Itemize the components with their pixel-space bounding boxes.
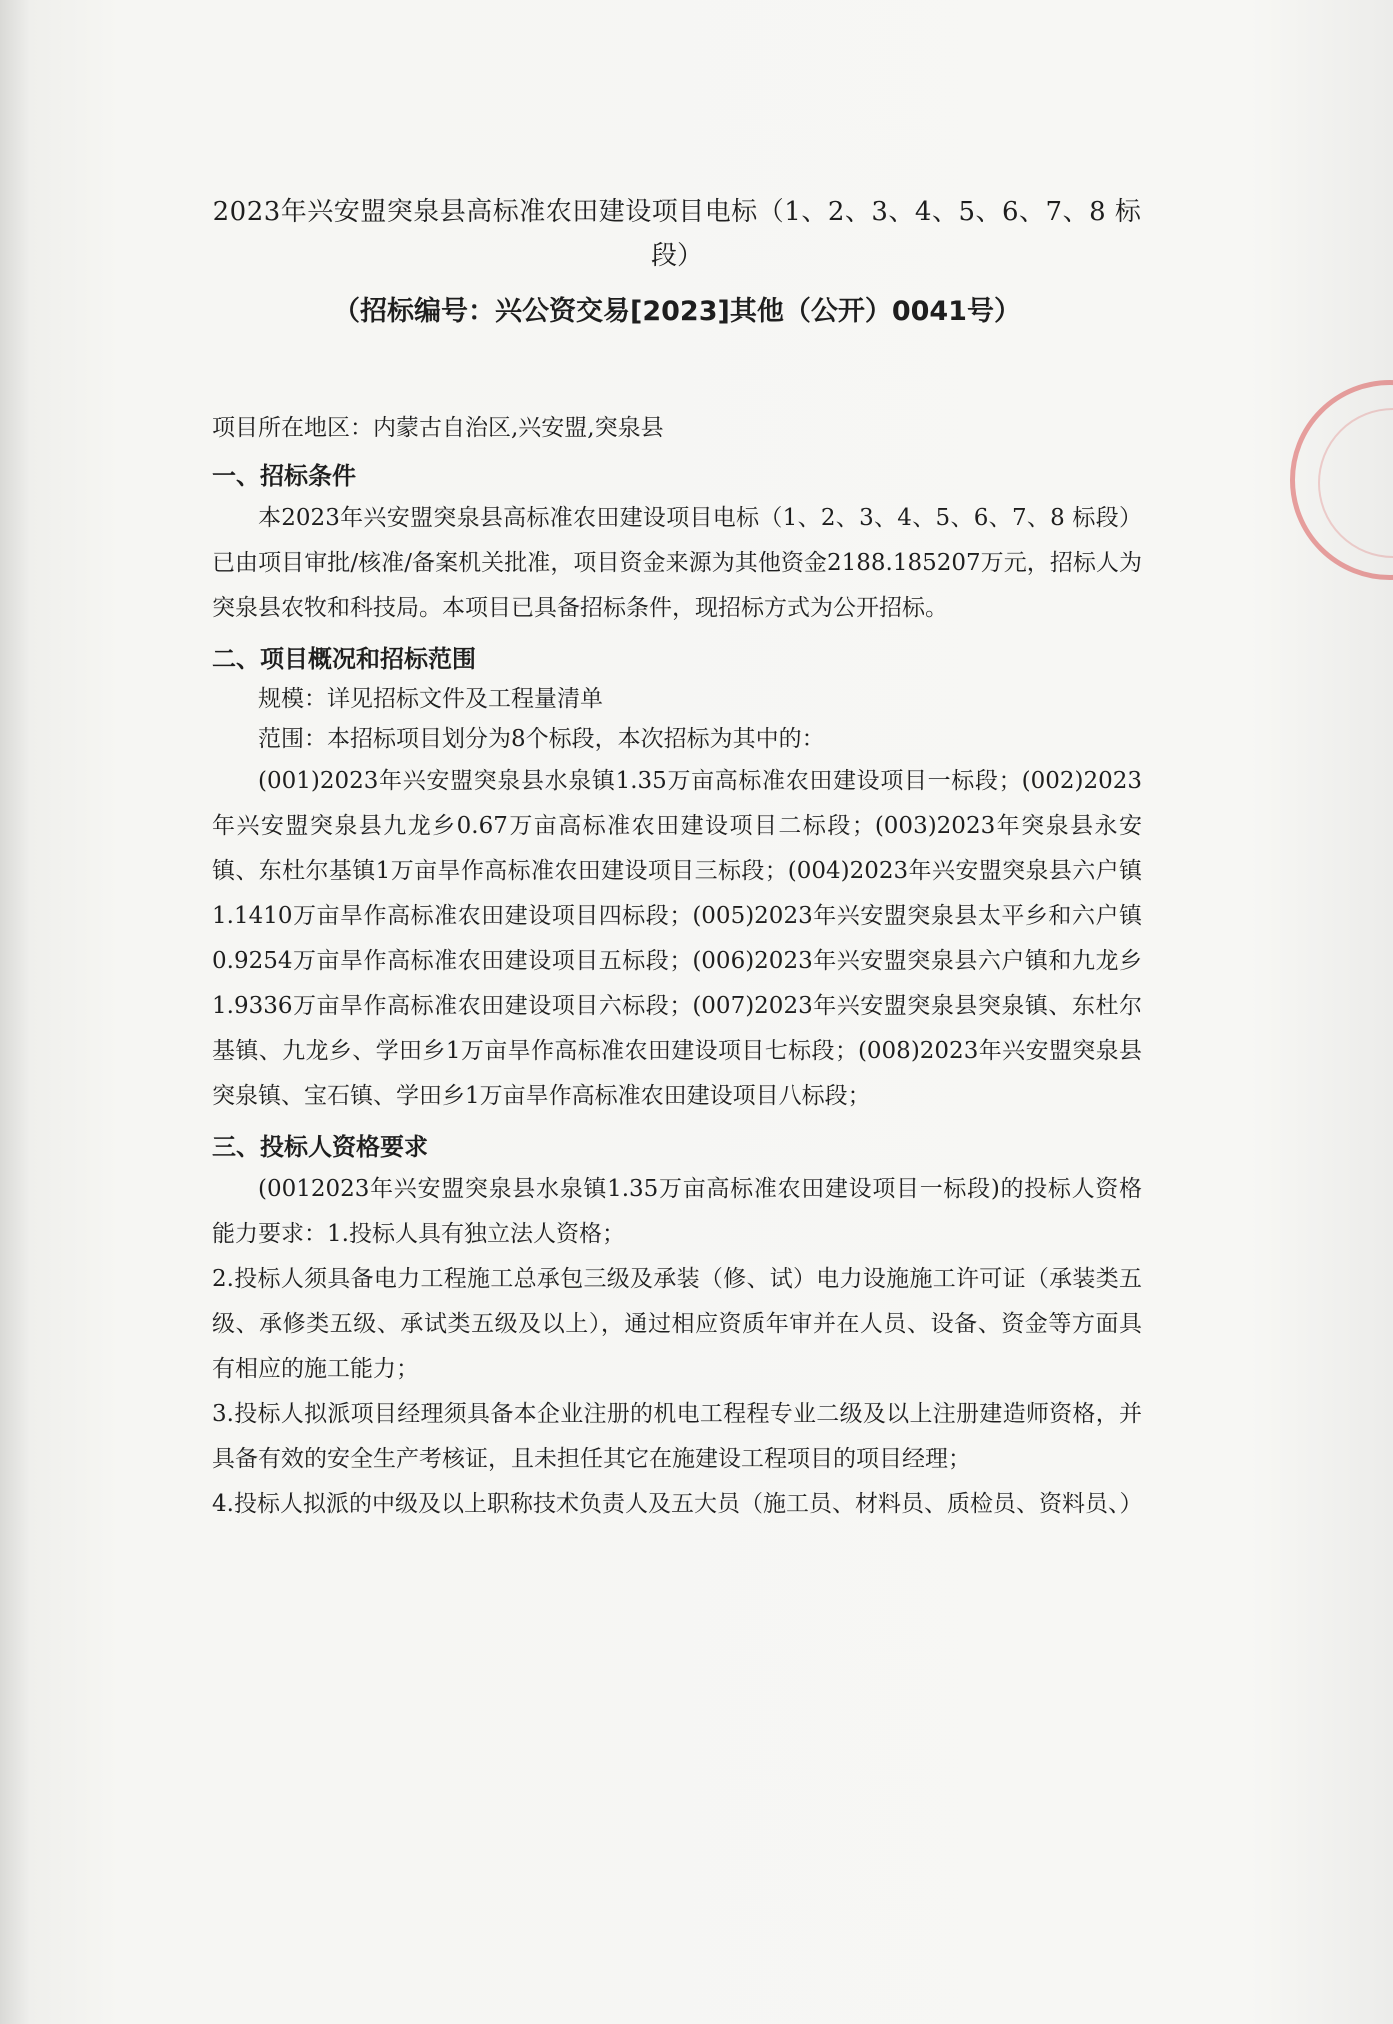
section-paragraph: 范围：本招标项目划分为8个标段，本次招标为其中的： xyxy=(258,726,825,752)
section-project-overview xyxy=(212,639,1142,1119)
section-paragraph: 2.投标人须具备电力工程施工总承包三级及承装（修、试）电力设施施工许可证（承装类五级、承修类五级、承试类五级及以上），通过相应资质年审并在人员、设备、资金等方面具有相应的施工能力； xyxy=(212,1266,1142,1382)
bid-number: （招标编号：兴公资交易[2023]其他（公开）0041号） xyxy=(333,296,1021,327)
section-paragraph: 4.投标人拟派的中级及以上职称技术负责人及五大员（施工员、材料员、质检员、资料员、） xyxy=(212,1491,1143,1517)
document-body xyxy=(212,190,1142,1527)
section-paragraph: (001)2023年兴安盟突泉县水泉镇1.35万亩高标准农田建设项目一标段；(002)2023年兴安盟突泉县九龙乡0.67万亩高标准农田建设项目二标段；(003)2023年突泉县永安镇、东杜尔基镇1万亩旱作高标准农田建设项目三标段；(004)2023年兴安盟突泉县六户镇1.1410万亩旱作高标准农田建设项目四标段；(005)2023年兴安盟突泉县太平乡和六户镇0.9254万亩旱作高标准农田建设项目五标段；(006)2023年兴安盟突泉县六户镇和九龙乡1.9336万亩旱作高标准农田建设项目六标段；(007)2023年兴安盟突泉县突泉镇、东杜尔基镇、九龙乡、学田乡1万亩旱作高标准农田建设项目七标段；(008)2023年兴安盟突泉县突泉镇、宝石镇、学田乡1万亩旱作高标准农田建设项目八标段； xyxy=(212,768,1142,1109)
section-heading: 三、投标人资格要求 xyxy=(212,1133,428,1161)
section-bidding-conditions xyxy=(212,456,1142,631)
section-paragraph: 本2023年兴安盟突泉县高标准农田建设项目电标（1、2、3、4、5、6、7、8 标段）已由项目审批/核准/备案机关批准，项目资金来源为其他资金2188.185207万元，招标人为突泉县农牧和科技局。本项目已具备招标条件，现招标方式为公开招标。 xyxy=(212,505,1142,621)
section-paragraph: 3.投标人拟派项目经理须具备本企业注册的机电工程程专业二级及以上注册建造师资格，并具备有效的安全生产考核证，且未担任其它在施建设工程项目的项目经理； xyxy=(212,1401,1142,1472)
section-heading: 一、招标条件 xyxy=(212,462,356,490)
section-paragraph: 规模：详见招标文件及工程量清单 xyxy=(258,686,603,712)
section-bidder-qualifications xyxy=(212,1127,1142,1527)
section-paragraph: (0012023年兴安盟突泉县水泉镇1.35万亩高标准农田建设项目一标段)的投标人资格能力要求：1.投标人具有独立法人资格； xyxy=(212,1176,1142,1247)
section-heading: 二、项目概况和招标范围 xyxy=(212,645,476,673)
project-region: 项目所在地区：内蒙古自治区,兴安盟,突泉县 xyxy=(212,415,664,441)
document-title: 2023年兴安盟突泉县高标准农田建设项目电标（1、2、3、4、5、6、7、8 标 xyxy=(212,197,1142,227)
document-title-continued: 段） xyxy=(650,241,703,271)
